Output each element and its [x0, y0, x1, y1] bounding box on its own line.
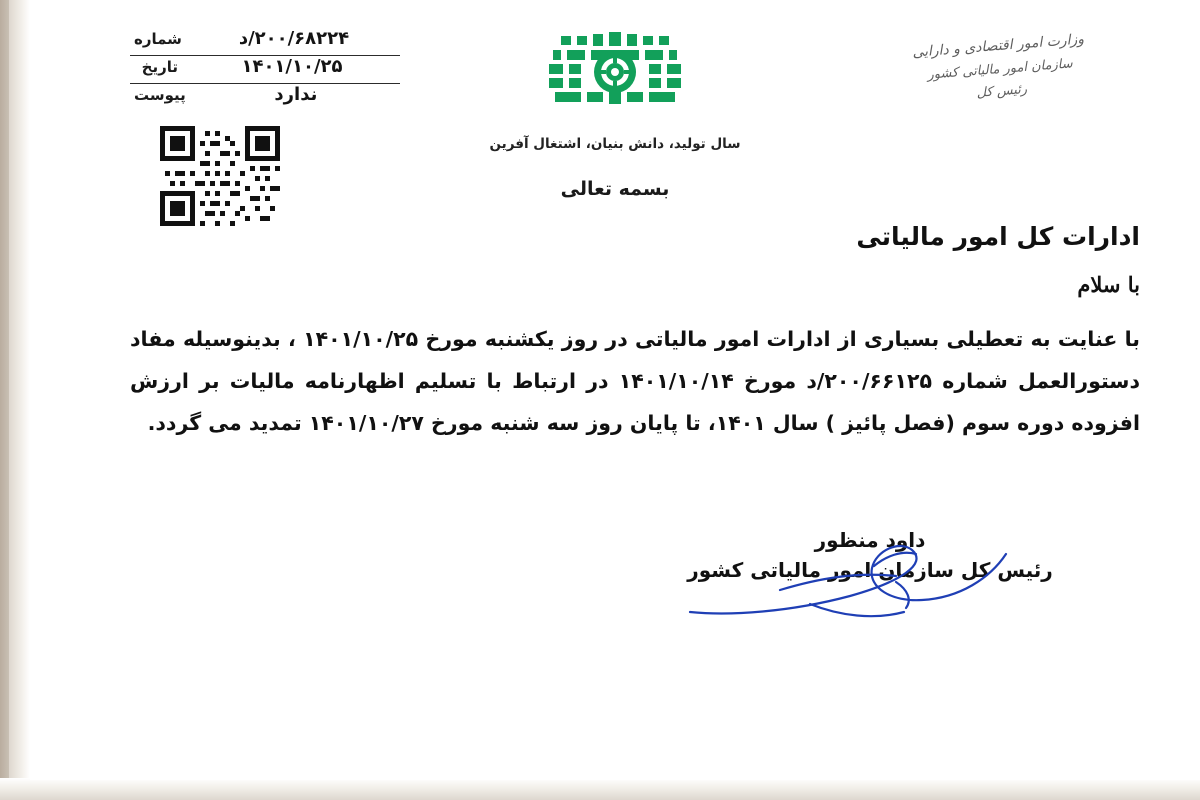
masthead-line-ministry: وزارت امور اقتصادی و دارایی	[911, 31, 1085, 61]
header-field-date-label: تاریخ	[141, 58, 178, 76]
header-field-attachment-value: ندارد	[274, 84, 318, 105]
signer-name: داود منظور	[814, 528, 926, 552]
document-page	[30, 0, 1200, 780]
addressee: ادارات کل امور مالیاتی	[856, 222, 1140, 251]
tax-administration-logo-icon	[541, 32, 689, 110]
scan-edge-dark	[0, 0, 9, 800]
header-field-attachment-label: پیوست	[134, 86, 186, 104]
year-slogan: سال تولید، دانش بنیان، اشتغال آفرین	[489, 136, 741, 152]
masthead-line-role: رئیس کل	[975, 82, 1028, 102]
greeting: با سلام	[1077, 272, 1140, 297]
body-paragraph: با عنایت به تعطیلی بسیاری از ادارات امور مالیاتی در روز یکشنبه مورخ ۱۴۰۱/۱۰/۲۵ ، بدینوسیله مفاد دستورالعمل شماره ۲۰۰/۶۶۱۲۵/د مورخ ۱۴۰۱/۱۰/۱۴ در ارتباط با تسلیم اظهارنامه مالیات بر ارزش افزوده دوره سوم (فصل پائیز ) سال ۱۴۰۱، تا پایان روز سه شنبه مورخ ۱۴۰۱/۱۰/۲۷ تمدید می گردد.	[130, 327, 1140, 436]
header-field-date-value: ۱۴۰۱/۱۰/۲۵	[241, 56, 343, 77]
signer-title: رئیس کل سازمان امور مالیاتی کشور	[687, 558, 1053, 582]
scan-edge-bottom	[0, 778, 1200, 800]
signature-block	[660, 528, 1080, 582]
basmala: بسمه تعالی	[560, 178, 670, 200]
header-field-number-value: ۲۰۰/۶۸۲۲۴/د	[238, 28, 350, 49]
header-field-number-label: شماره	[134, 30, 182, 48]
masthead-line-organization: سازمان امور مالیاتی کشور	[926, 55, 1074, 83]
